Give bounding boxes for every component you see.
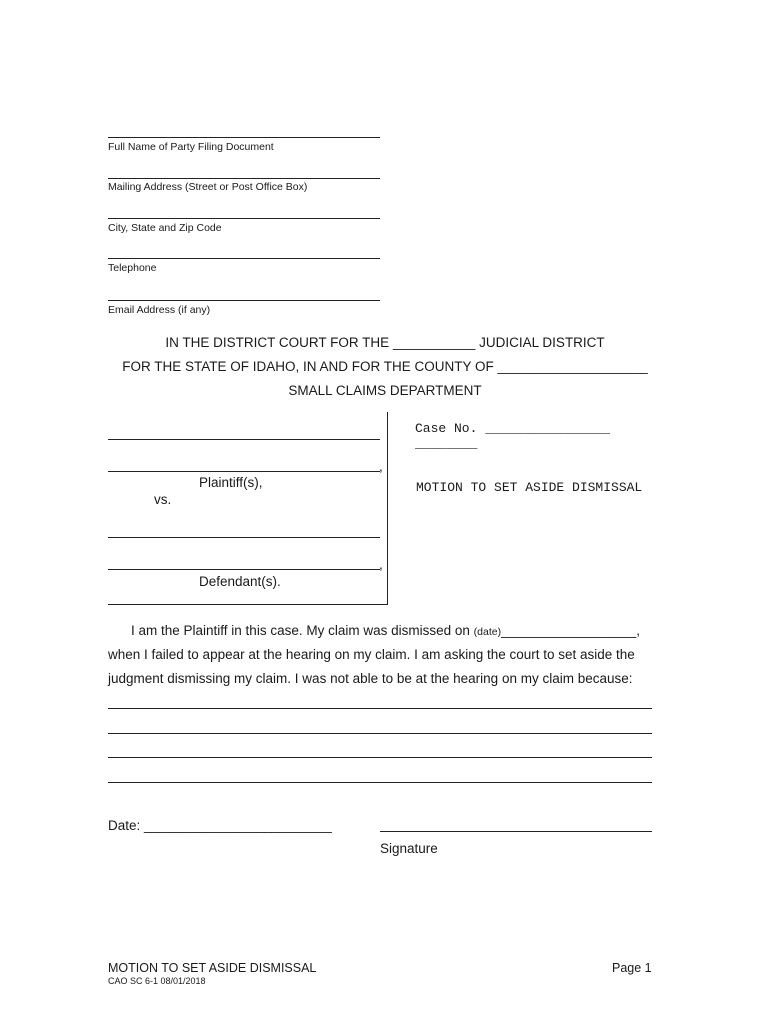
defendant-label: Defendant(s).	[199, 574, 281, 589]
defendant-name-line-2[interactable]	[108, 569, 380, 570]
plaintiff-name-line[interactable]	[108, 439, 380, 440]
versus-label: vs.	[154, 492, 172, 507]
reason-line[interactable]	[108, 782, 652, 783]
plaintiff-comma: ,	[379, 459, 383, 474]
signature-line[interactable]	[380, 831, 652, 832]
email-line[interactable]	[108, 300, 380, 301]
caption-vertical-divider	[387, 412, 388, 605]
plaintiff-name-line-2[interactable]	[108, 471, 380, 472]
defendant-comma: ,	[379, 557, 383, 572]
city-state-zip-label: City, State and Zip Code	[108, 222, 222, 234]
statement-line-3: judgment dismissing my claim. I was not able to be at the hearing on my claim because:	[108, 671, 633, 686]
full-name-line[interactable]	[108, 137, 380, 138]
footer-title: MOTION TO SET ASIDE DISMISSAL	[108, 961, 317, 975]
document-title: MOTION TO SET ASIDE DISMISSAL	[416, 480, 643, 495]
telephone-line[interactable]	[108, 258, 380, 259]
plaintiff-label: Plaintiff(s),	[199, 475, 263, 490]
mailing-address-label: Mailing Address (Street or Post Office Box)	[108, 181, 308, 193]
telephone-label: Telephone	[108, 262, 157, 274]
court-line-1: IN THE DISTRICT COURT FOR THE ___________ JUDICIAL DISTRICT	[165, 335, 605, 350]
mailing-address-line[interactable]	[108, 178, 380, 179]
date-field[interactable]: Date: _________________________	[108, 818, 332, 833]
reason-line[interactable]	[108, 733, 652, 734]
full-name-label: Full Name of Party Filing Document	[108, 141, 274, 153]
case-number-continuation: ________	[415, 436, 478, 451]
reason-line[interactable]	[108, 757, 652, 758]
caption-bottom-line	[108, 604, 388, 605]
statement-line-1	[131, 623, 640, 638]
email-label: Email Address (if any)	[108, 304, 211, 316]
statement-line-2: when I failed to appear at the hearing on my claim. I am asking the court to set aside the	[108, 647, 635, 662]
signature-label: Signature	[380, 841, 438, 856]
page-number: Page 1	[612, 961, 652, 975]
city-state-zip-line[interactable]	[108, 218, 380, 219]
footer-form-code: CAO SC 6-1 08/01/2018	[108, 976, 206, 986]
court-line-3: SMALL CLAIMS DEPARTMENT	[288, 383, 482, 398]
court-line-2: FOR THE STATE OF IDAHO, IN AND FOR THE COUNTY OF ____________________	[122, 359, 648, 374]
statement-line-1-text: I am the Plaintiff in this case. My claim was dismissed on	[131, 623, 474, 638]
reason-line[interactable]	[108, 708, 652, 709]
case-number-field[interactable]: Case No. ________________	[415, 421, 611, 436]
defendant-name-line[interactable]	[108, 537, 380, 538]
date-hint: (date)	[473, 626, 502, 638]
dismissal-date-field[interactable]: __________________,	[501, 623, 640, 638]
